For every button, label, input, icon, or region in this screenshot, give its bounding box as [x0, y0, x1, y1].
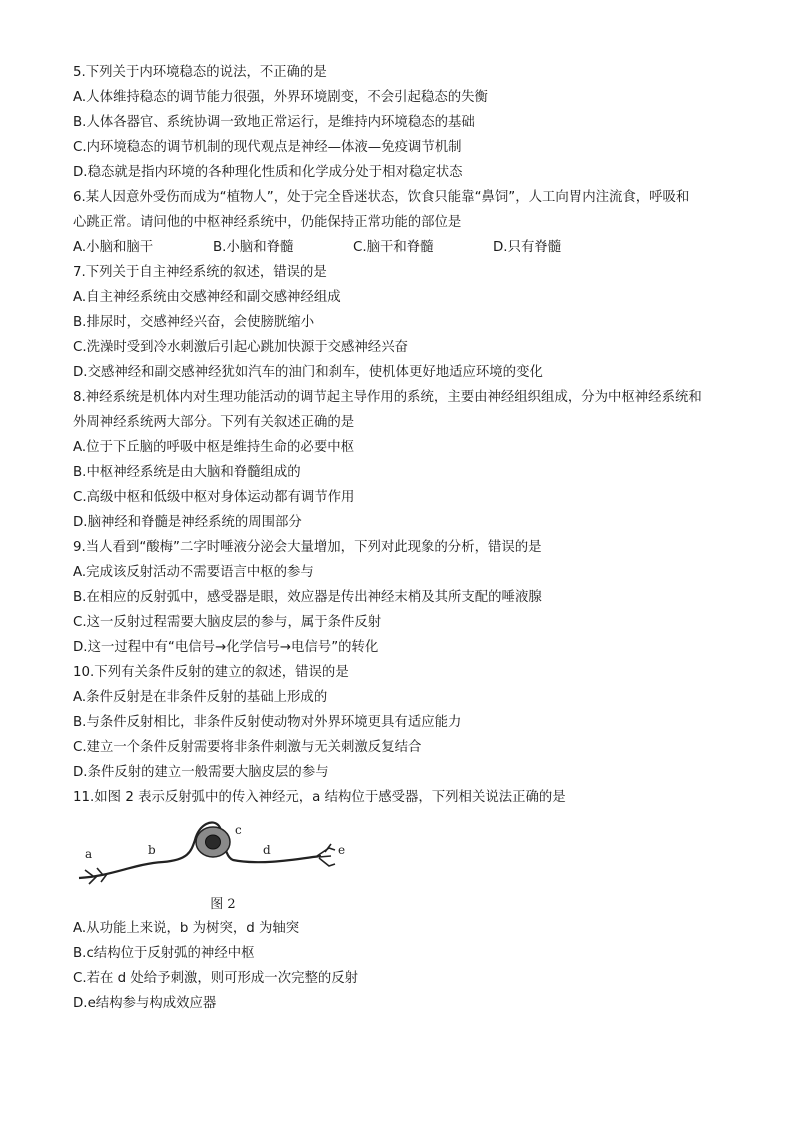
- figure-caption: 图 2: [210, 897, 236, 912]
- q8-stem-line2: 外周神经系统两大部分。下列有关叙述正确的是: [73, 415, 355, 430]
- q7-option-d: D.交感神经和副交感神经犹如汽车的油门和刹车，使机体更好地适应环境的变化: [73, 365, 543, 380]
- q5-option-c: C.内环境稳态的调节机制的现代观点是神经—体液—免疫调节机制: [73, 140, 462, 155]
- label-c: c: [235, 823, 242, 837]
- q11-option-a: A.从功能上来说，b 为树突，d 为轴突: [73, 921, 300, 936]
- q7-option-c: C.洗澡时受到冷水刺激后引起心跳加快源于交感神经兴奋: [73, 340, 408, 355]
- q11-option-d: D.e结构参与构成效应器: [73, 996, 217, 1011]
- label-b: b: [148, 843, 156, 857]
- label-d: d: [263, 843, 271, 857]
- q5-option-d: D.稳态就是指内环境的各种理化性质和化学成分处于相对稳定状态: [73, 165, 463, 180]
- q10-option-c: C.建立一个条件反射需要将非条件刺激与无关刺激反复结合: [73, 740, 422, 755]
- q5-option-b: B.人体各器官、系统协调一致地正常运行，是维持内环境稳态的基础: [73, 115, 475, 130]
- q11-option-c: C.若在 d 处给予刺激，则可形成一次完整的反射: [73, 971, 359, 986]
- q9-option-b: B.在相应的反射弧中，感受器是眼，效应器是传出神经末梢及其所支配的唾液腺: [73, 590, 542, 605]
- q9-option-a: A.完成该反射活动不需要语言中枢的参与: [73, 565, 314, 580]
- q6-option-c: C.脑干和脊髓: [353, 240, 434, 255]
- q9-stem: 9.当人看到“酸梅”二字时唾液分泌会大量增加，下列对此现象的分析，错误的是: [73, 540, 542, 555]
- q7-stem: 7.下列关于自主神经系统的叙述，错误的是: [73, 265, 327, 280]
- q8-option-b: B.中枢神经系统是由大脑和脊髓组成的: [73, 465, 301, 480]
- q6-stem-line2: 心跳正常。请问他的中枢神经系统中，仍能保持正常功能的部位是: [73, 215, 462, 230]
- q8-stem-line1: 8.神经系统是机体内对生理功能活动的调节起主导作用的系统，主要由神经组织组成，分为中枢神经系统和: [73, 390, 702, 405]
- q5-option-a: A.人体维持稳态的调节能力很强，外界环境剧变，不会引起稳态的失衡: [73, 90, 488, 105]
- label-e: e: [338, 843, 346, 857]
- q11-stem: 11.如图 2 表示反射弧中的传入神经元，a 结构位于感受器，下列相关说法正确的是: [73, 790, 566, 805]
- exam-page: [73, 60, 733, 1016]
- terminal-branches: [317, 844, 335, 866]
- q10-option-d: D.条件反射的建立一般需要大脑皮层的参与: [73, 765, 329, 780]
- q10-stem: 10.下列有关条件反射的建立的叙述，错误的是: [73, 665, 349, 680]
- q7-option-a: A.自主神经系统由交感神经和副交感神经组成: [73, 290, 341, 305]
- q8-option-d: D.脑神经和脊髓是神经系统的周围部分: [73, 515, 302, 530]
- q8-option-c: C.高级中枢和低级中枢对身体运动都有调节作用: [73, 490, 355, 505]
- q7-option-b: B.排尿时，交感神经兴奋，会使膀胱缩小: [73, 315, 315, 330]
- q11-option-b: B.c结构位于反射弧的神经中枢: [73, 946, 255, 961]
- q10-option-b: B.与条件反射相比，非条件反射使动物对外界环境更具有适应能力: [73, 715, 462, 730]
- label-a: a: [85, 847, 93, 861]
- q9-option-d: D.这一过程中有“电信号→化学信号→电信号”的转化: [73, 640, 379, 655]
- q6-option-b: B.小脑和脊髓: [213, 240, 294, 255]
- cell-nucleus: [206, 835, 221, 849]
- q6-options: [73, 235, 733, 260]
- neuron-diagram: [73, 812, 373, 894]
- q10-option-a: A.条件反射是在非条件反射的基础上形成的: [73, 690, 328, 705]
- q6-stem-line1: 6.某人因意外受伤而成为“植物人”，处于完全昏迷状态，饮食只能靠“鼻饲”，人工向胃内注流食，呼吸和: [73, 190, 690, 205]
- neuron-figure: [73, 812, 733, 894]
- q6-option-a: A.小脑和脑干: [73, 240, 154, 255]
- q6-option-d: D.只有脊髓: [493, 240, 562, 255]
- q8-option-a: A.位于下丘脑的呼吸中枢是维持生命的必要中枢: [73, 440, 354, 455]
- q9-option-c: C.这一反射过程需要大脑皮层的参与，属于条件反射: [73, 615, 382, 630]
- q5-stem: 5.下列关于内环境稳态的说法，不正确的是: [73, 65, 327, 80]
